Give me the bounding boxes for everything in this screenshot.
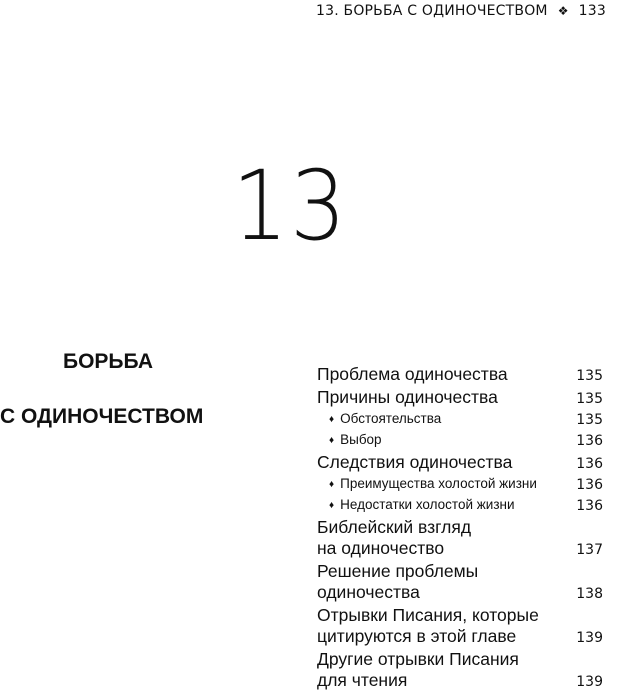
toc-entry-page: 136 xyxy=(576,498,603,514)
toc-entry-title: Отрывки Писания, которые xyxy=(317,605,539,625)
toc-entry[interactable] xyxy=(317,452,607,473)
toc-entry[interactable] xyxy=(317,605,607,647)
running-title: 13. БОРЬБА С ОДИНОЧЕСТВОМ xyxy=(316,3,548,19)
diamond-bullet-icon: ♦ xyxy=(329,414,335,425)
toc-entry-page: 136 xyxy=(576,456,603,472)
toc-entry-title-continued: на одиночество xyxy=(317,538,445,558)
toc-entry-title-continued: для чтения xyxy=(317,670,408,690)
toc-entry-title: Причины одиночества xyxy=(317,387,498,407)
toc-entry[interactable] xyxy=(317,364,607,385)
toc-subentry[interactable] xyxy=(317,431,607,450)
toc-entry-page: 138 xyxy=(576,586,603,602)
toc-entry-title: Другие отрывки Писания xyxy=(317,649,519,669)
toc-entry-page: 135 xyxy=(576,391,603,407)
toc-entry-page: 136 xyxy=(576,433,603,449)
toc-entry[interactable] xyxy=(317,387,607,408)
diamond-bullet-icon: ♦ xyxy=(329,500,335,511)
diamond-bullet-icon: ♦ xyxy=(329,435,335,446)
toc-entry-page: 135 xyxy=(576,412,603,428)
chapter-title-line-1: БОРЬБА xyxy=(63,350,153,373)
diamond-bullet-icon: ♦ xyxy=(329,479,335,490)
toc-entry-title-continued: цитируются в этой главе xyxy=(317,626,517,646)
chapter-title-line-2: С ОДИНОЧЕСТВОМ xyxy=(0,405,204,428)
toc-entry-page: 139 xyxy=(576,630,603,646)
toc-entry-title: Недостатки холостой жизни xyxy=(340,497,515,512)
toc-entry[interactable] xyxy=(317,561,607,603)
toc-entry-title: Обстоятельства xyxy=(340,411,442,426)
toc-entry-page: 135 xyxy=(576,368,603,384)
chapter-number: 13 xyxy=(232,150,349,262)
toc-subentry[interactable] xyxy=(317,496,607,515)
table-of-contents xyxy=(317,362,607,691)
toc-entry-title: Следствия одиночества xyxy=(317,452,513,472)
toc-entry-page: 137 xyxy=(576,542,603,558)
toc-entry-title-continued: одиночества xyxy=(317,582,420,602)
toc-entry[interactable] xyxy=(317,649,607,691)
toc-subentry[interactable] xyxy=(317,475,607,494)
toc-entry-page: 136 xyxy=(576,477,603,493)
diamond-ornament-icon: ❖ xyxy=(557,4,569,18)
toc-entry-page: 139 xyxy=(576,674,603,690)
toc-entry-title: Выбор xyxy=(340,432,382,447)
page-number: 133 xyxy=(578,3,606,19)
toc-subentry[interactable] xyxy=(317,410,607,429)
toc-entry-title: Преимущества холостой жизни xyxy=(340,476,537,491)
toc-entry-title: Проблема одиночества xyxy=(317,364,508,384)
toc-entry-title: Решение проблемы xyxy=(317,561,479,581)
toc-entry-title: Библейский взгляд xyxy=(317,517,472,537)
running-header xyxy=(316,3,606,19)
toc-entry[interactable] xyxy=(317,517,607,559)
